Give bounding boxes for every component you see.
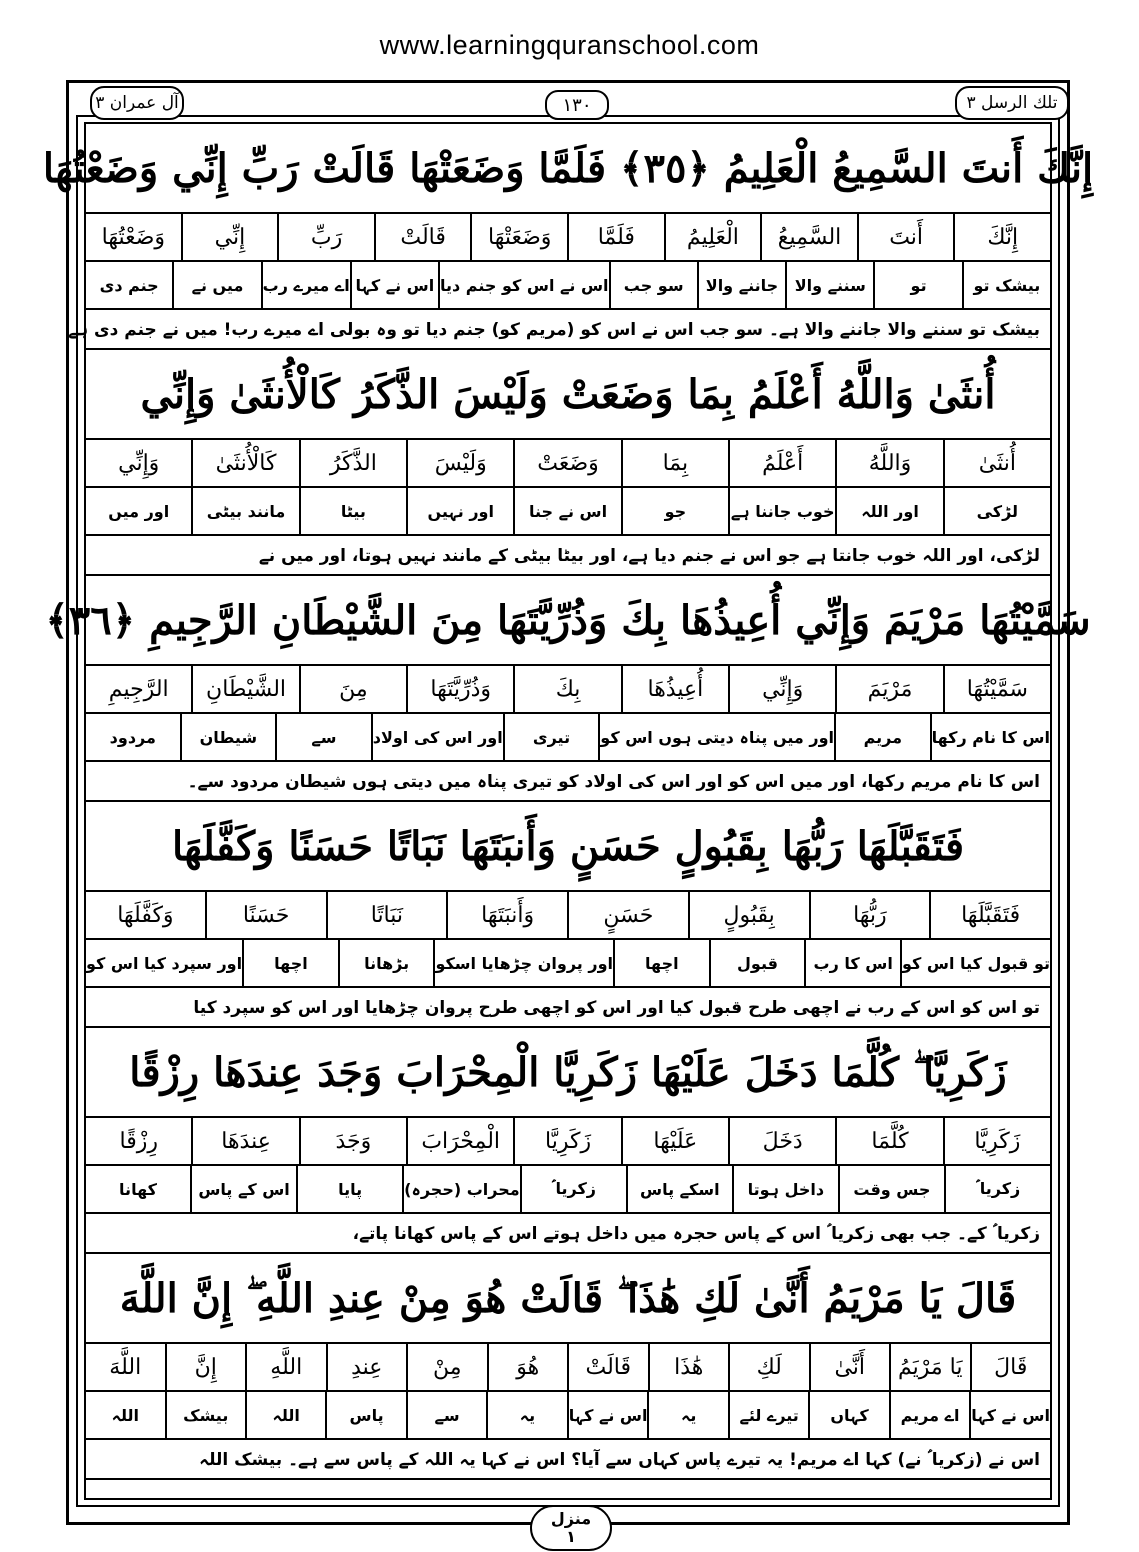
word-cell: اللَّهَ	[109, 1354, 142, 1380]
meaning-cell: اسکے پاس	[626, 1166, 732, 1212]
word-cell: وَلَيْسَ	[406, 440, 513, 486]
word-cell: زَكَرِيَّا	[513, 1118, 620, 1164]
word-cell: فَلَمَّا	[567, 214, 664, 260]
meaning-cell: اللہ	[245, 1392, 325, 1438]
meaning-cell: بڑھانا	[338, 940, 434, 986]
translation-line: اس نے (زکریا ؑ نے) کہا اے مریم! یہ تیرے پاس کہاں سے آیا؟ اس نے کہا یہ اللہ کے پاس سے ہے۔ بیشک اللہ	[86, 1440, 1050, 1480]
meaning-cell: مردود	[109, 727, 156, 747]
meaning-cell: تو	[873, 262, 961, 308]
meaning-row	[86, 714, 1050, 762]
meaning-cell: بیشک	[165, 1392, 245, 1438]
meaning-cell: اے میرے رب	[261, 262, 350, 308]
word-cell: وَضَعْتُهَا	[101, 224, 166, 250]
word-cell: الْمِحْرَابَ	[406, 1118, 513, 1164]
word-cell: أُعِيذُهَا	[621, 666, 728, 712]
meaning-cell: تیری	[503, 714, 599, 760]
meaning-cell: جو	[621, 488, 728, 534]
meaning-cell: اس نے کہا	[567, 1392, 648, 1438]
meaning-cell: لڑکی	[943, 488, 1050, 534]
word-row	[86, 214, 1050, 262]
translation-line: لڑکی، اور اللہ خوب جانتا ہے جو اس نے جنم دیا ہے، اور بیٹا بیٹی کے مانند نہیں ہوتا، اور میں نے	[86, 536, 1050, 576]
meaning-cell: اور میں پناہ دیتی ہوں اس کو	[598, 714, 834, 760]
word-cell: نَبَاتًا	[326, 892, 447, 938]
word-cell: رَبِّ	[277, 214, 374, 260]
meaning-cell: تو قبول کیا اس کو	[900, 940, 1050, 986]
surah-label: آل عمران ٣	[90, 86, 184, 120]
word-row	[86, 892, 1050, 940]
meaning-cell: اس نے کہا	[969, 1392, 1050, 1438]
ayah-line: أُنثَىٰ وَاللَّهُ أَعْلَمُ بِمَا وَضَعَتْ وَلَيْسَ الذَّكَرُ كَالْأُنثَىٰ وَإِنِّي	[86, 350, 1050, 440]
meaning-cell: بیٹا	[299, 488, 406, 534]
meaning-cell: اور نہیں	[406, 488, 513, 534]
meaning-cell: اس نے کہا	[350, 262, 438, 308]
word-cell: وَإِنِّي	[118, 450, 160, 476]
ayah-line: إِنَّكَ أَنتَ السَّمِيعُ الْعَلِيمُ ﴿٣٥﴾ فَلَمَّا وَضَعَتْهَا قَالَتْ رَبِّ إِنِّي وَضَعْتُهَا	[86, 124, 1050, 214]
meaning-cell: اللہ	[111, 1405, 139, 1425]
meaning-cell: داخل ہوتا	[732, 1166, 838, 1212]
word-cell: الرَّجِيمِ	[108, 676, 169, 702]
word-cell: مِنْ	[406, 1344, 487, 1390]
word-cell: الْعَلِيمُ	[664, 214, 761, 260]
word-cell: هُوَ	[487, 1344, 568, 1390]
word-cell: الذَّكَرُ	[299, 440, 406, 486]
word-row	[86, 666, 1050, 714]
word-cell: رَبُّهَا	[809, 892, 930, 938]
meaning-cell: کہاں	[808, 1392, 888, 1438]
ayah-line: قَالَ يَا مَرْيَمُ أَنَّىٰ لَكِ هَٰذَا ۖ قَالَتْ هُوَ مِنْ عِندِ اللَّهِ ۖ إِنَّ اللَّهَ	[86, 1254, 1050, 1344]
meaning-cell: خوب جاننا ہے	[728, 488, 835, 534]
meaning-cell: اور سپرد کیا اس کو	[86, 953, 243, 973]
word-cell: الشَّيْطَانِ	[191, 666, 298, 712]
translation-line: تو اس کو اس کے رب نے اچھی طرح قبول کیا اور اس کو اچھی طرح پروان چڑھایا اور اس کو سپرد کیا	[86, 988, 1050, 1028]
meaning-cell: تیرے لئے	[728, 1392, 808, 1438]
meaning-cell: جس وقت	[838, 1166, 944, 1212]
word-cell: مِنَ	[299, 666, 406, 712]
meaning-cell: اس نے اس کو جنم دیا	[438, 262, 609, 308]
word-cell: قَالَتْ	[374, 214, 471, 260]
meaning-cell: اچھا	[613, 940, 709, 986]
word-cell: إِنَّ	[165, 1344, 246, 1390]
meaning-cell: سے	[275, 714, 371, 760]
word-cell: لَكِ	[728, 1344, 809, 1390]
word-cell: وَاللَّهُ	[835, 440, 942, 486]
word-cell: أُنثَىٰ	[943, 440, 1050, 486]
meaning-cell: یہ	[647, 1392, 727, 1438]
word-cell: سَمَّيْتُهَا	[943, 666, 1050, 712]
word-cell: وَكَفَّلَهَا	[117, 902, 174, 928]
word-cell: قَالَ	[970, 1344, 1051, 1390]
word-cell: وَإِنِّي	[728, 666, 835, 712]
word-cell: رِزْقًا	[119, 1128, 158, 1154]
website-url: www.learningquranschool.com	[379, 30, 760, 60]
quran-content	[42, 124, 1094, 1480]
translation-line: اس کا نام مریم رکھا، اور میں اس کو اور اس کی اولاد کو تیری پناہ میں دیتی ہوں شیطان مردود سے۔	[86, 762, 1050, 802]
ayah-line: زَكَرِيَّا ۖ كُلَّمَا دَخَلَ عَلَيْهَا زَكَرِيَّا الْمِحْرَابَ وَجَدَ عِندَهَا رِزْقًا	[86, 1028, 1050, 1118]
word-cell: كَالْأُنثَىٰ	[191, 440, 298, 486]
word-cell: اللَّهِ	[245, 1344, 326, 1390]
meaning-cell: اس کے پاس	[190, 1166, 296, 1212]
word-cell: عِندِ	[326, 1344, 407, 1390]
meaning-cell: مریم	[834, 714, 930, 760]
word-row	[86, 1344, 1050, 1392]
word-cell: عَلَيْهَا	[621, 1118, 728, 1164]
word-cell: بِقَبُولٍ	[688, 892, 809, 938]
meaning-row	[86, 940, 1050, 988]
word-cell: كُلَّمَا	[835, 1118, 942, 1164]
meaning-cell: اور پروان چڑھایا اسکو	[433, 940, 613, 986]
translation-line: بیشک تو سننے والا جاننے والا ہے۔ سو جب اس نے اس کو (مریم کو) جنم دیا تو وہ بولی اے میرے رب! میں نے جنم دی ہے	[86, 310, 1050, 350]
word-row	[86, 1118, 1050, 1166]
meaning-cell: شیطان	[180, 714, 276, 760]
meaning-cell: اس کا نام رکھا	[930, 714, 1050, 760]
word-cell: حَسَنًا	[205, 892, 326, 938]
word-cell: زَكَرِيَّا	[943, 1118, 1050, 1164]
word-cell: وَضَعَتْ	[513, 440, 620, 486]
word-cell: وَجَدَ	[299, 1118, 406, 1164]
meaning-cell: اور اس کی اولاد	[371, 714, 503, 760]
meaning-cell: بیشک تو	[962, 262, 1050, 308]
manzil-label: منزل	[550, 1509, 592, 1528]
meaning-cell: جنم دی	[99, 275, 159, 295]
manzil-badge	[530, 1505, 612, 1551]
meaning-cell: اور اللہ	[835, 488, 942, 534]
word-cell: أَنَّىٰ	[809, 1344, 890, 1390]
juz-label: تلك الرسل ٣	[955, 86, 1069, 120]
meaning-cell: سے	[406, 1392, 486, 1438]
word-row	[86, 440, 1050, 488]
word-cell: بِمَا	[621, 440, 728, 486]
word-cell: وَذُرِّيَّتَهَا	[406, 666, 513, 712]
meaning-row	[86, 1166, 1050, 1214]
word-cell: عِندَهَا	[191, 1118, 298, 1164]
page-number: ١٣٠	[545, 90, 609, 120]
meaning-cell: اے مریم	[889, 1392, 969, 1438]
meaning-cell: سو جب	[609, 262, 697, 308]
meaning-cell: پاس	[325, 1392, 405, 1438]
word-cell: قَالَتْ	[567, 1344, 648, 1390]
meaning-cell: سننے والا	[785, 262, 873, 308]
word-cell: السَّمِيعُ	[760, 214, 857, 260]
word-cell: هَٰذَا	[648, 1344, 729, 1390]
meaning-cell: اس نے جنا	[513, 488, 620, 534]
word-cell: بِكَ	[513, 666, 620, 712]
word-cell: يَا مَرْيَمُ	[889, 1344, 970, 1390]
meaning-cell: مانند بیٹی	[191, 488, 298, 534]
word-cell: إِنَّكَ	[953, 214, 1050, 260]
meaning-cell: جاننے والا	[697, 262, 785, 308]
meaning-cell: اور میں	[108, 501, 170, 521]
meaning-cell: زکریا ؑ	[944, 1166, 1050, 1212]
translation-line: زکریا ؑ کے۔ جب بھی زکریا ؑ اس کے پاس حجرہ میں داخل ہوتے اس کے پاس کھانا پاتے،	[86, 1214, 1050, 1254]
meaning-cell: قبول	[709, 940, 805, 986]
meaning-cell: زکریا ؑ	[520, 1166, 626, 1212]
word-cell: أَعْلَمُ	[728, 440, 835, 486]
meaning-cell: اس کا رب	[804, 940, 900, 986]
meaning-cell: کھانا	[119, 1179, 157, 1199]
word-cell: وَأَنبَتَهَا	[446, 892, 567, 938]
meaning-cell: میں نے	[172, 262, 260, 308]
meaning-cell: پایا	[296, 1166, 402, 1212]
word-cell: وَضَعَتْهَا	[470, 214, 567, 260]
ayah-line: سَمَّيْتُهَا مَرْيَمَ وَإِنِّي أُعِيذُهَا بِكَ وَذُرِّيَّتَهَا مِنَ الشَّيْطَانِ الرَّجِيمِ ﴿٣٦﴾	[86, 576, 1050, 666]
word-cell: دَخَلَ	[728, 1118, 835, 1164]
word-cell: إِنِّي	[181, 214, 278, 260]
meaning-cell: یہ	[486, 1392, 566, 1438]
word-cell: حَسَنٍ	[567, 892, 688, 938]
meaning-row	[86, 262, 1050, 310]
word-cell: فَتَقَبَّلَهَا	[929, 892, 1050, 938]
word-cell: مَرْيَمَ	[835, 666, 942, 712]
meaning-row	[86, 1392, 1050, 1440]
meaning-cell: اچھا	[242, 940, 338, 986]
word-cell: أَنتَ	[857, 214, 954, 260]
meaning-cell: محراب (حجرہ)	[402, 1166, 520, 1212]
manzil-number: ١	[566, 1527, 576, 1546]
meaning-row	[86, 488, 1050, 536]
ayah-line: فَتَقَبَّلَهَا رَبُّهَا بِقَبُولٍ حَسَنٍ وَأَنبَتَهَا نَبَاتًا حَسَنًا وَكَفَّلَهَا	[86, 802, 1050, 892]
